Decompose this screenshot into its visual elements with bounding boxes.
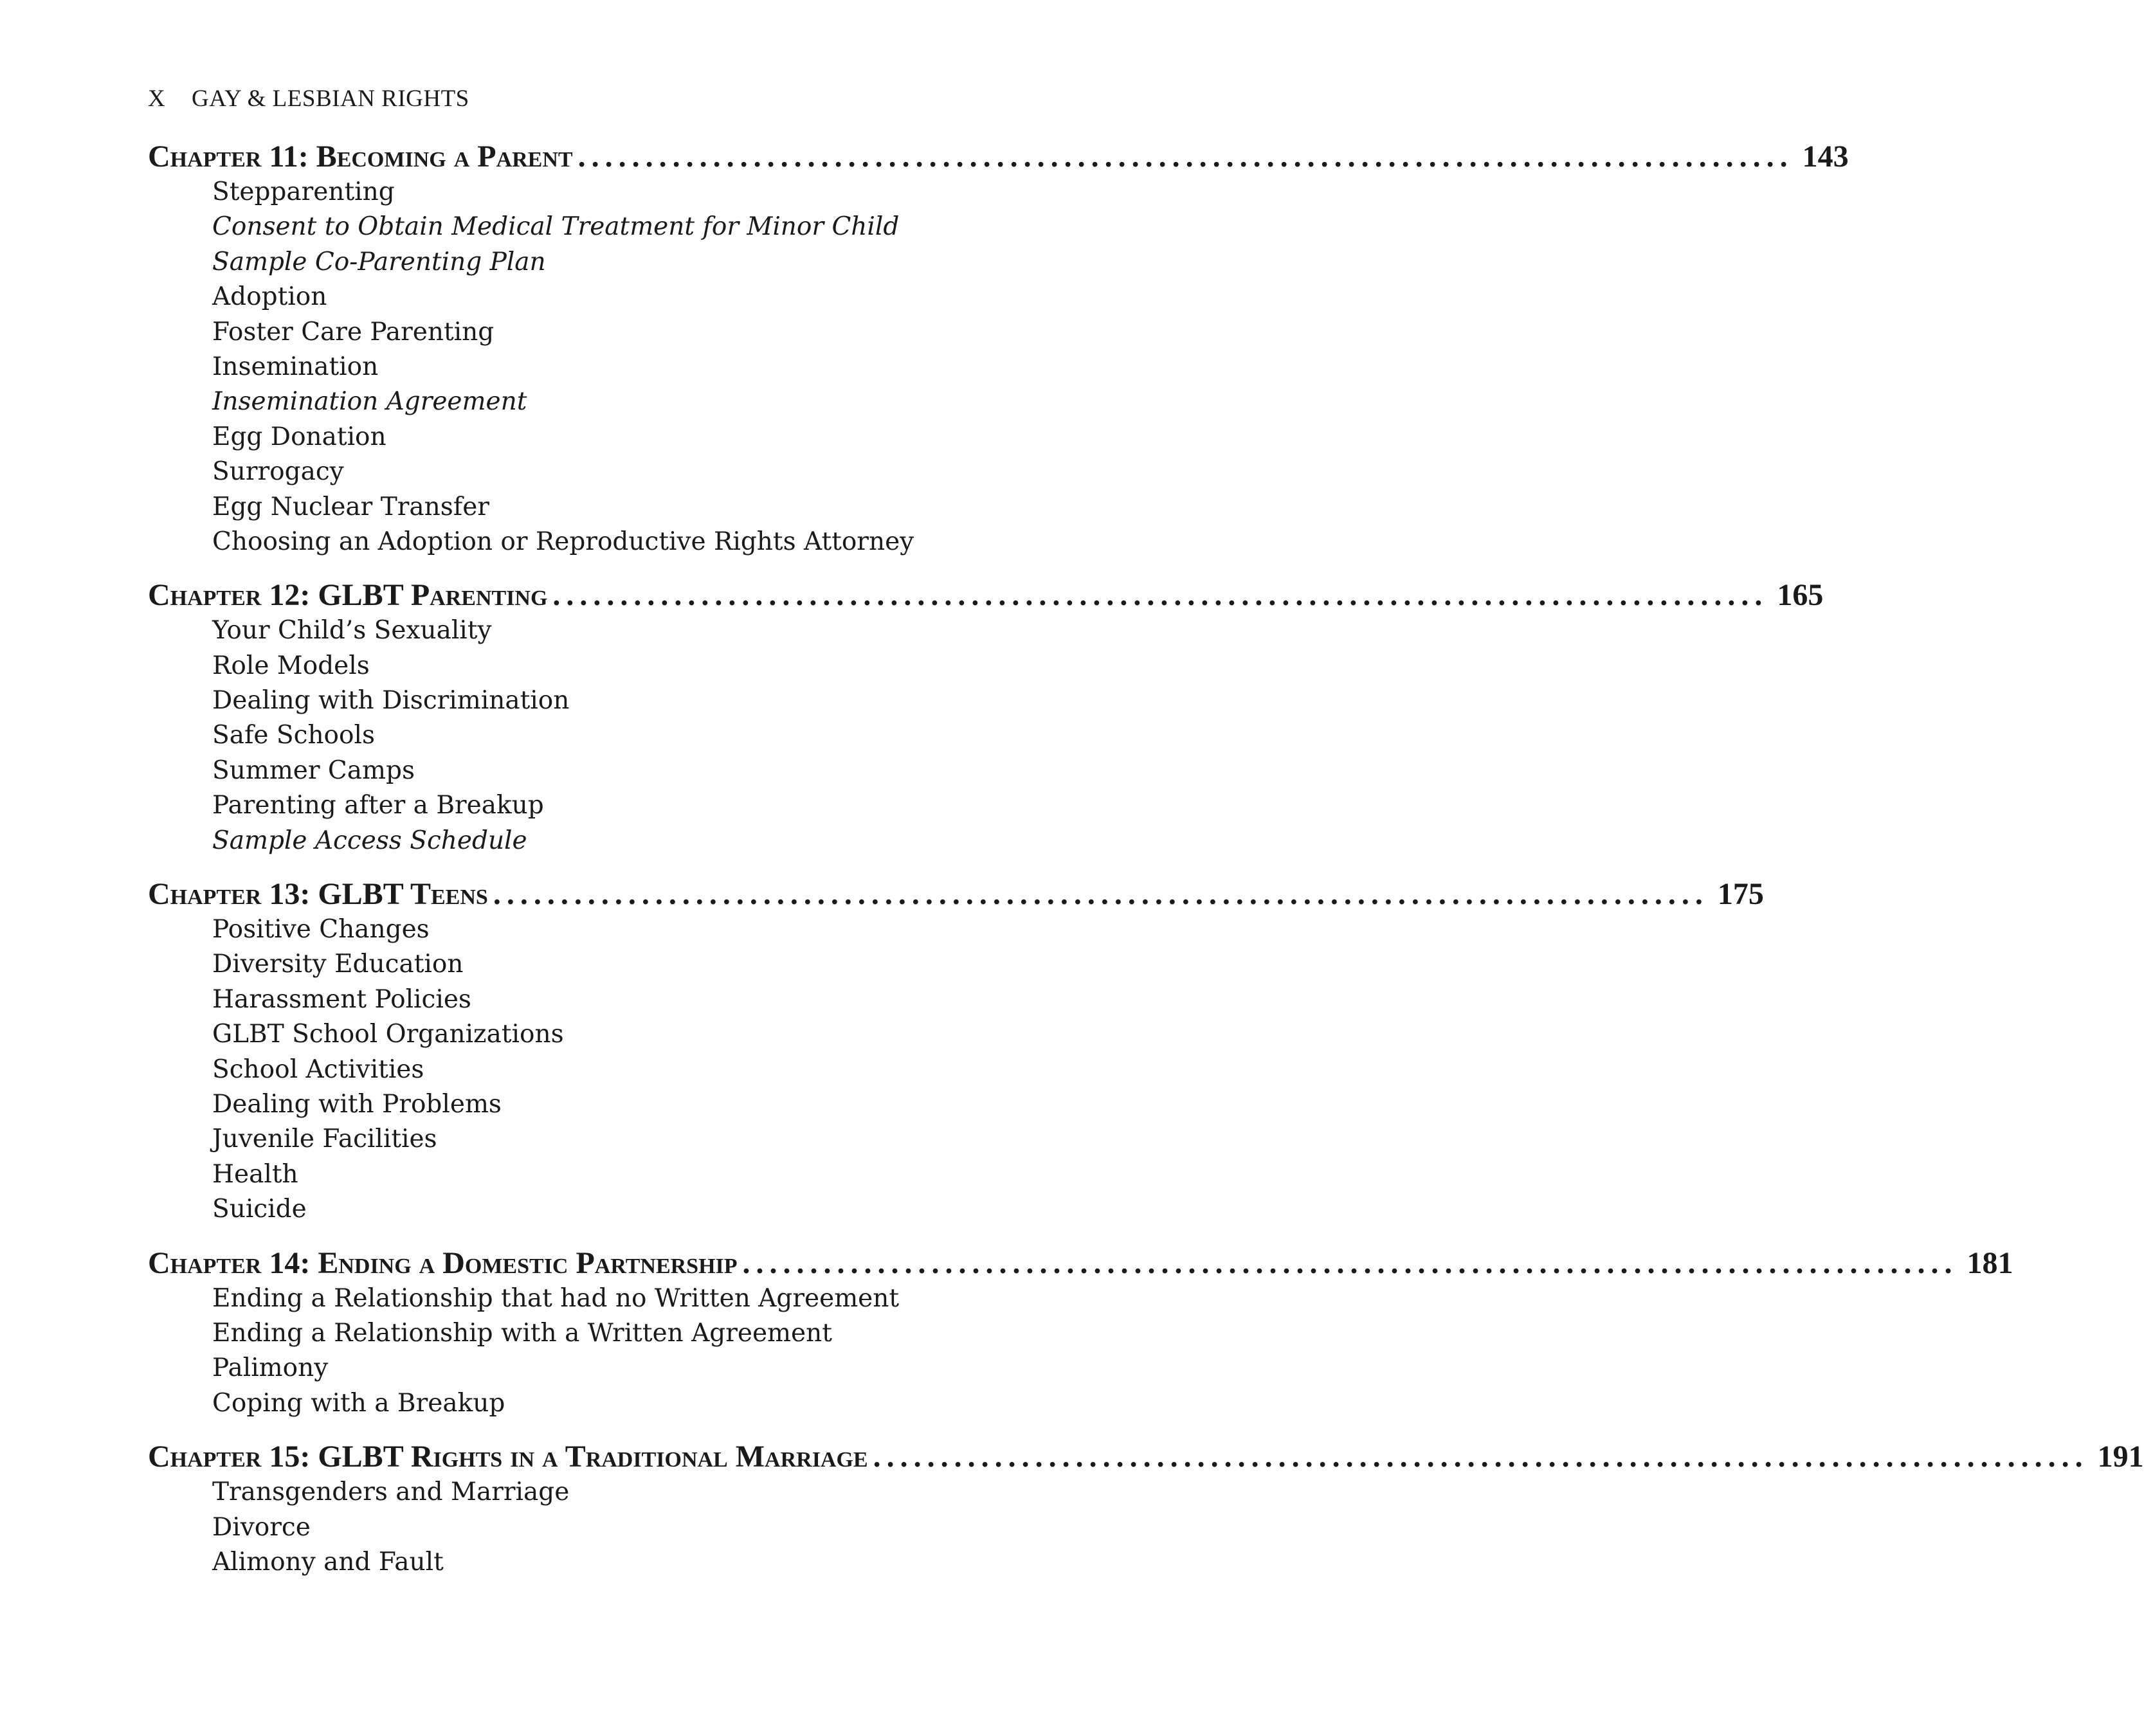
running-title: GAY & LESBIAN RIGHTS — [192, 86, 469, 112]
chapter-entry-14 — [148, 1245, 2013, 1422]
toc-section-item[interactable]: Parenting after a Breakup — [212, 791, 544, 820]
toc-section-item[interactable]: Summer Camps — [212, 755, 415, 785]
toc-section-item[interactable]: Sample Co-Parenting Plan — [212, 247, 546, 276]
toc-section-item[interactable]: School Activities — [212, 1054, 424, 1084]
toc-section-item[interactable]: Sample Access Schedule — [212, 826, 527, 855]
dot-leader: .......................................................................................... — [742, 1245, 1958, 1280]
chapter-entry-15 — [148, 1439, 2144, 1580]
toc-section-item[interactable]: Dealing with Problems — [212, 1089, 502, 1119]
dot-leader: .......................................................................................... — [873, 1440, 2089, 1474]
dot-leader: .......................................................................................... — [552, 578, 1768, 613]
toc-section-item[interactable]: Transgenders and Marriage — [212, 1478, 570, 1507]
chapter-title: Chapter 15: GLBT Rights in a Traditional Marriage — [148, 1440, 868, 1474]
chapter-page-number: 165 — [1777, 578, 1824, 613]
chapter-entry-12 — [148, 577, 1824, 858]
chapter-title: Chapter 11: Becoming a Parent — [148, 140, 573, 174]
chapter-heading[interactable] — [148, 139, 1849, 175]
toc-section-item[interactable]: Role Models — [212, 651, 370, 680]
toc-section-item[interactable]: Insemination — [212, 352, 379, 381]
toc-section-item[interactable]: Adoption — [212, 282, 327, 312]
dot-leader: .......................................................................................... — [577, 140, 1794, 174]
chapter-page-number: 191 — [2097, 1440, 2144, 1474]
section-list — [148, 1475, 1003, 1580]
chapter-heading[interactable] — [148, 1245, 2013, 1281]
toc-section-item[interactable]: Suicide — [212, 1195, 307, 1224]
chapter-heading[interactable] — [148, 876, 1764, 912]
chapter-title: Chapter 12: GLBT Parenting — [148, 578, 548, 613]
toc-section-item[interactable]: Consent to Obtain Medical Treatment for Minor Child — [212, 212, 900, 242]
toc-section-item[interactable]: Insemination Agreement — [212, 387, 527, 417]
chapter-page-number: 143 — [1802, 140, 1849, 174]
toc-section-item[interactable]: Alimony and Fault — [212, 1547, 444, 1577]
table-of-contents — [148, 139, 2144, 1598]
chapter-title: Chapter 13: GLBT Teens — [148, 877, 488, 912]
toc-section-item[interactable]: Safe Schools — [212, 721, 376, 750]
chapter-heading[interactable] — [148, 1439, 2144, 1475]
toc-section-item[interactable]: Diversity Education — [212, 950, 464, 979]
toc-section-item[interactable]: Health — [212, 1159, 298, 1189]
running-head — [148, 85, 469, 113]
section-list — [148, 1281, 1003, 1422]
chapter-entry-11 — [148, 139, 1849, 559]
chapter-page-number: 181 — [1967, 1245, 2013, 1280]
toc-section-item[interactable]: Harassment Policies — [212, 984, 471, 1014]
toc-section-item[interactable]: GLBT School Organizations — [212, 1020, 564, 1049]
chapter-heading[interactable] — [148, 577, 1824, 613]
section-list — [148, 175, 1003, 559]
page-folio: X — [148, 86, 166, 112]
toc-section-item[interactable]: Egg Nuclear Transfer — [212, 492, 489, 521]
toc-section-item[interactable]: Palimony — [212, 1353, 329, 1383]
toc-section-item[interactable]: Ending a Relationship with a Written Agreement — [212, 1318, 832, 1348]
chapter-title: Chapter 14: Ending a Domestic Partnership — [148, 1245, 738, 1280]
chapter-page-number: 175 — [1717, 877, 1764, 912]
toc-section-item[interactable]: Stepparenting — [212, 177, 395, 206]
toc-section-item[interactable]: Juvenile Facilities — [212, 1125, 437, 1154]
toc-section-item[interactable]: Choosing an Adoption or Reproductive Rights Attorney — [212, 527, 914, 556]
dot-leader: .......................................................................................... — [493, 877, 1709, 912]
toc-section-item[interactable]: Coping with a Breakup — [212, 1388, 505, 1418]
toc-section-item[interactable]: Your Child’s Sexuality — [212, 616, 492, 646]
toc-section-item[interactable]: Positive Changes — [212, 915, 430, 945]
chapter-entry-13 — [148, 876, 1764, 1227]
toc-section-item[interactable]: Egg Donation — [212, 422, 386, 451]
toc-section-item[interactable]: Dealing with Discrimination — [212, 686, 570, 716]
toc-section-item[interactable]: Ending a Relationship that had no Written Agreement — [212, 1283, 900, 1313]
toc-section-item[interactable]: Divorce — [212, 1512, 311, 1542]
section-list — [148, 613, 1003, 858]
toc-section-item[interactable]: Surrogacy — [212, 457, 344, 487]
section-list — [148, 912, 1003, 1227]
toc-section-item[interactable]: Foster Care Parenting — [212, 317, 495, 347]
